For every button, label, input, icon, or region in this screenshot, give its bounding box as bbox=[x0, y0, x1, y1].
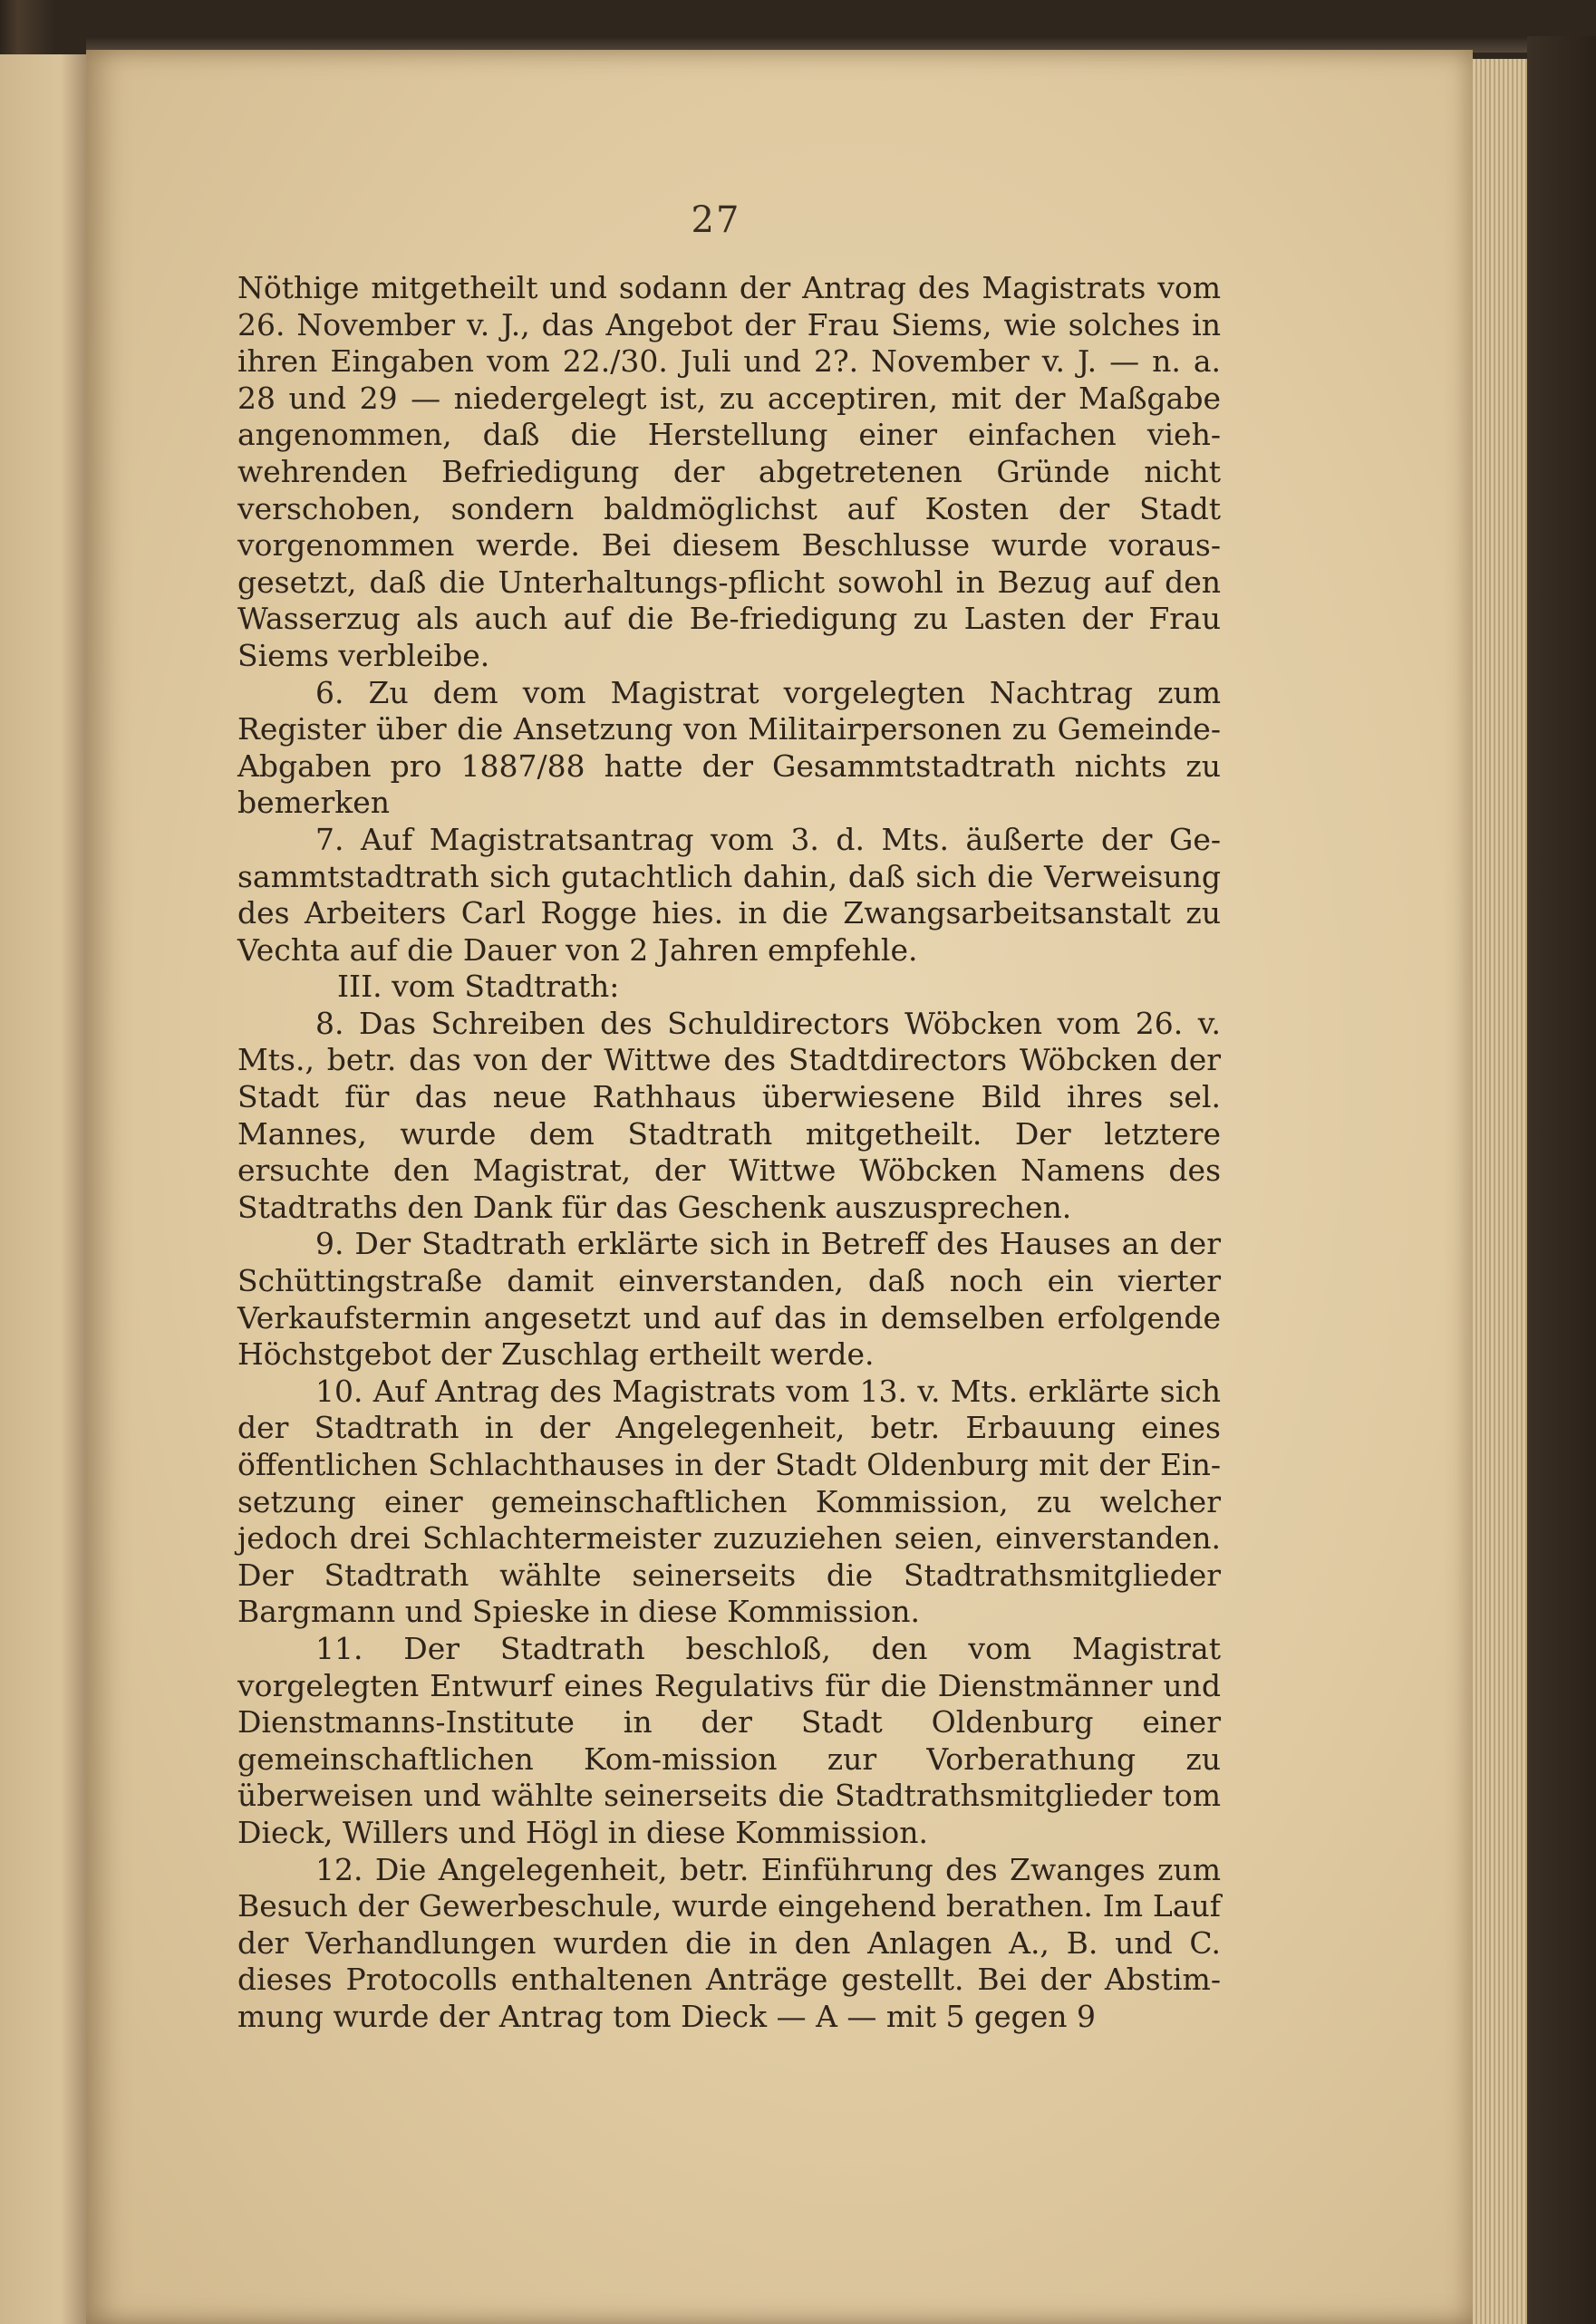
paragraph-item-7: 7. Auf Magistratsantrag vom 3. d. Mts. äußerte der Ge-sammtstadtrath sich gutachtlich dahin, daß sich die Verweisung des Arbeiters Carl Rogge hies. in die Zwangsarbeitsanstalt zu Vechta auf die Dauer von 2 Jahren empfehle. bbox=[237, 821, 1221, 968]
paragraph-continuation: Nöthige mitgetheilt und sodann der Antrag des Magistrats vom 26. November v. J., das Angebot der Frau Siems, wie solches in ihren Eingaben vom 22./30. Juli und 2?. November v. J. — n. a. 28 und 29 — niedergelegt ist, zu acceptiren, mit der Maßgabe angenommen, daß die Herstellung einer einfachen vieh-wehrenden Befriedigung der abgetretenen Gründe nicht verschoben, sondern baldmöglichst auf Kosten der Stadt vorgenommen werde. Bei diesem Beschlusse wurde voraus-gesetzt, daß die Unterhaltungs-pflicht sowohl in Bezug auf den Wasserzug als auch auf die Be-friedigung zu Lasten der Frau Siems verbleibe. bbox=[237, 270, 1221, 673]
paragraph-item-12: 12. Die Angelegenheit, betr. Einführung des Zwanges zum Besuch der Gewerbeschule, wurde eingehend berathen. Im Lauf der Verhandlungen wurden die in den Anlagen A., B. und C. dieses Protocolls enthaltenen Anträge gestellt. Bei der Abstim-mung wurde der Antrag tom Dieck — A — mit 5 gegen 9 bbox=[237, 1851, 1221, 2034]
page-body-text bbox=[237, 270, 1221, 2036]
paragraph-item-8: 8. Das Schreiben des Schuldirectors Wöbcken vom 26. v. Mts., betr. das von der Wittwe des Stadtdirectors Wöbcken der Stadt für das neue Rathhaus überwiesene Bild ihres sel. Mannes, wurde dem Stadtrath mitgetheilt. Der letztere ersuchte den Magistrat, der Wittwe Wöbcken Namens des Stadtraths den Dank für das Geschenk auszusprechen. bbox=[237, 1005, 1221, 1225]
cover-board-right bbox=[1527, 36, 1596, 2324]
paragraph-item-10: 10. Auf Antrag des Magistrats vom 13. v. Mts. erklärte sich der Stadtrath in der Angelegenheit, betr. Erbauung eines öffentlichen Schlachthauses in der Stadt Oldenburg mit der Ein-setzung einer gemeinschaftlichen Kommission, zu welcher jedoch drei Schlachtermeister zuzuziehen seien, einverstanden. Der Stadtrath wählte seinerseits die Stadtrathsmitglieder Bargmann und Spieske in diese Kommission. bbox=[237, 1373, 1221, 1630]
paragraph-item-9: 9. Der Stadtrath erklärte sich in Betreff des Hauses an der Schüttingstraße damit einverstanden, daß noch ein vierter Verkaufstermin angesetzt und auf das in demselben erfolgende Höchstgebot der Zuschlag ertheilt werde. bbox=[237, 1226, 1221, 1373]
paragraph-item-6: 6. Zu dem vom Magistrat vorgelegten Nachtrag zum Register über die Ansetzung von Militairpersonen zu Gemeinde-Abgaben pro 1887/88 hatte der Gesammtstadtrath nichts zu bemerken bbox=[237, 674, 1221, 821]
previous-page-edge bbox=[0, 54, 86, 2324]
section-heading: III. vom Stadtrath: bbox=[337, 969, 620, 1005]
paragraph-item-11: 11. Der Stadtrath beschloß, den vom Magistrat vorgelegten Entwurf eines Regulativs für die Dienstmänner und Dienstmanns-Institute in der Stadt Oldenburg einer gemeinschaftlichen Kom-mission zur Vorberathung zu überweisen und wählte seinerseits die Stadtrathsmitglieder tom Dieck, Willers und Högl in diese Kommission. bbox=[237, 1630, 1221, 1850]
page-stack-edge bbox=[1473, 59, 1527, 2324]
page-number: 27 bbox=[691, 199, 741, 241]
